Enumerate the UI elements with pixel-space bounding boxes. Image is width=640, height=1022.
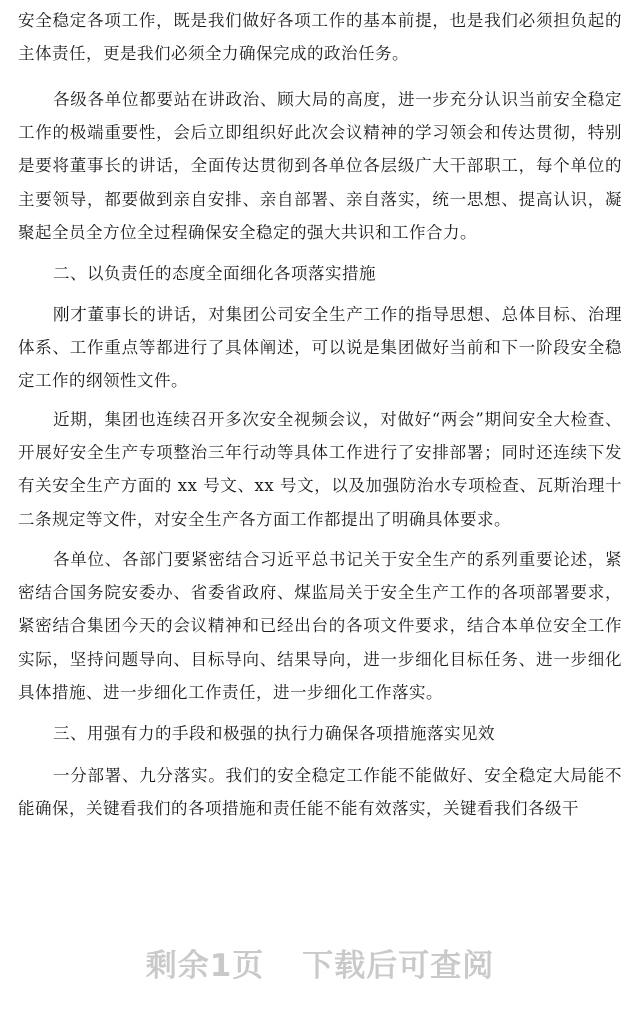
section-heading-3: 三、用强有力的手段和极强的执行力确保各项措施落实见效	[53, 724, 495, 743]
download-to-view-label[interactable]: 下载后可查阅	[302, 948, 495, 984]
paragraph-chairman-speech: 刚才董事长的讲话，对集团公司安全生产工作的指导思想、总体目标、治理体系、工作重点等都进行了具体阐述，可以说是集团做好当前和下一阶段安全稳定工作的纲领性文件。	[18, 305, 622, 391]
paragraph-recent-meetings: 近期，集团也连续召开多次安全视频会议，对做好“两会”期间安全大检查、开展好安全生产专项整治三年行动等具体工作进行了安排部署；同时还连续下发有关安全生产方面的 xx 号文、xx 号文，以及加强防治水专项检查、瓦斯治理十二条规定等文件，对安全生产各方面工作都提出了明确具体要求。	[18, 410, 622, 529]
section-heading-2: 二、以负责任的态度全面细化各项落实措施	[53, 264, 376, 283]
paragraph-departments: 各单位、各部门要紧密结合习近平总书记关于安全生产的系列重要论述，紧密结合国务院安委办、省委省政府、煤监局关于安全生产工作的各项部署要求，紧密结合集团今天的会议精神和已经出台的各项文件要求，结合本单位安全工作实际，坚持问题导向、目标导向、结果导向，进一步细化目标任务、进一步细化具体措施、进一步细化工作责任，进一步细化工作落实。	[18, 550, 622, 702]
remaining-pages-label: 剩余1页	[145, 948, 265, 984]
paragraph-implementation: 一分部署、九分落实。我们的安全稳定工作能不能做好、安全稳定大局能不能确保，关键看我们的各项措施和责任能不能有效落实，关键看我们各级干	[18, 766, 622, 819]
paragraph-continuation: 安全稳定各项工作，既是我们做好各项工作的基本前提，也是我们必须担负起的主体责任，更是我们必须全力确保完成的政治任务。	[18, 11, 622, 64]
paragraph-awareness: 各级各单位都要站在讲政治、顾大局的高度，进一步充分认识当前安全稳定工作的极端重要性，会后立即组织好此次会议精神的学习领会和传达贯彻，特别是要将董事长的讲话，全面传达贯彻到各单位各层级广大干部职工，每个单位的主要领导，都要做到亲自安排、亲自部署、亲自落实，统一思想、提高认识，凝聚起全员全方位全过程确保安全稳定的强大共识和工作合力。	[18, 90, 622, 242]
download-banner[interactable]	[0, 940, 640, 985]
